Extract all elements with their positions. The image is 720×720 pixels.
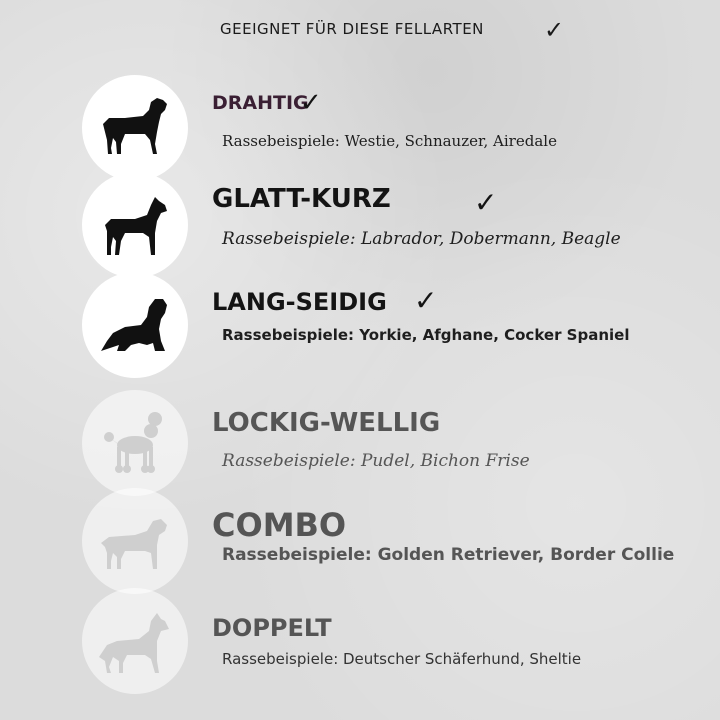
coat-title: COMBO bbox=[212, 506, 347, 544]
long-haired-dog-icon bbox=[95, 285, 175, 365]
dog-circle bbox=[82, 75, 188, 181]
coat-title: DRAHTIG bbox=[212, 92, 309, 114]
retriever-icon bbox=[95, 501, 175, 581]
coat-title: DOPPELT bbox=[212, 614, 332, 642]
breed-examples: Rassebeispiele: Yorkie, Afghane, Cocker Spaniel bbox=[222, 326, 630, 344]
poodle-icon bbox=[95, 403, 175, 483]
shepherd-dog-icon bbox=[95, 601, 175, 681]
check-icon: ✓ bbox=[474, 186, 498, 219]
check-icon: ✓ bbox=[414, 284, 438, 317]
breed-examples: Rassebeispiele: Deutscher Schäferhund, Sheltie bbox=[222, 650, 582, 668]
dog-circle bbox=[82, 488, 188, 594]
dog-circle bbox=[82, 588, 188, 694]
breed-examples: Rassebeispiele: Labrador, Dobermann, Beagle bbox=[222, 229, 621, 249]
breed-examples: Rassebeispiele: Pudel, Bichon Frise bbox=[222, 451, 530, 471]
wire-haired-dog-icon bbox=[95, 88, 175, 168]
dog-circle bbox=[82, 390, 188, 496]
coat-title: LOCKIG-WELLIG bbox=[212, 408, 441, 438]
short-haired-dog-icon bbox=[95, 185, 175, 265]
header-check-icon: ✓ bbox=[544, 16, 565, 44]
coat-title: LANG-SEIDIG bbox=[212, 288, 387, 316]
dog-circle bbox=[82, 172, 188, 278]
breed-examples: Rassebeispiele: Golden Retriever, Border Collie bbox=[222, 545, 675, 565]
header-title: GEEIGNET FÜR DIESE FELLARTEN bbox=[220, 20, 484, 38]
breed-examples: Rassebeispiele: Westie, Schnauzer, Airedale bbox=[222, 132, 557, 150]
coat-title: GLATT-KURZ bbox=[212, 184, 391, 214]
check-icon: ✓ bbox=[300, 88, 322, 118]
dog-circle bbox=[82, 272, 188, 378]
